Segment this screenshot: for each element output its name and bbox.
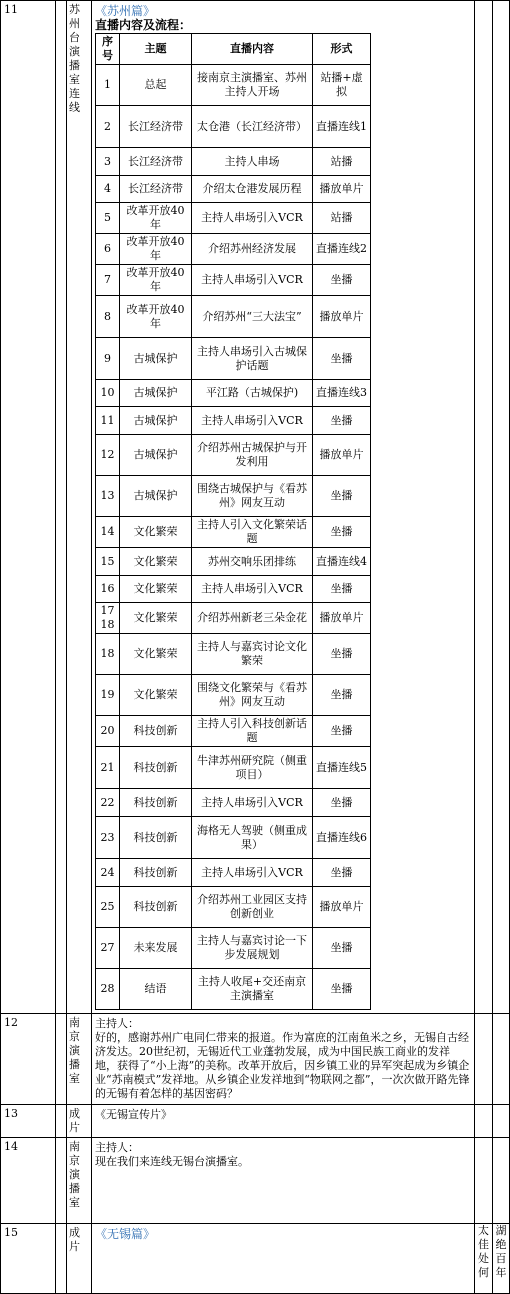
flow-row-theme: 未来发展 — [120, 928, 192, 969]
right-column-2 — [493, 1105, 510, 1138]
flow-row-no: 5 — [96, 203, 120, 234]
flow-row-content: 主持人串场引入VCR — [192, 265, 313, 296]
right-column-2 — [493, 1224, 510, 1294]
vertical-char: 室 — [69, 1072, 80, 1085]
flow-row-form: 坐播 — [313, 716, 371, 747]
flow-row-no: 20 — [96, 716, 120, 747]
flow-row — [96, 176, 371, 203]
flow-row-content: 介绍太仓港发展历程 — [192, 176, 313, 203]
flow-row-content: 苏州交响乐团排练 — [192, 548, 313, 576]
flow-row-no: 9 — [96, 338, 120, 380]
flow-row-content: 平江路（古城保护) — [192, 380, 313, 407]
flow-row-no: 2 — [96, 106, 120, 148]
flow-row-theme: 文化繁荣 — [120, 634, 192, 675]
spacer-cell — [56, 1014, 67, 1105]
flow-row-content: 介绍苏州新老三朵金花 — [192, 603, 313, 634]
flow-row-no: 15 — [96, 548, 120, 576]
flow-table — [95, 33, 371, 1010]
flow-row-no: 21 — [96, 747, 120, 789]
flow-row-content: 主持人串场 — [192, 148, 313, 176]
content-cell — [92, 1014, 475, 1105]
flow-row-no: 12 — [96, 435, 120, 476]
host-script: 现在我们来连线无锡台演播室。 — [95, 1155, 249, 1168]
flow-row-no: 22 — [96, 789, 120, 817]
flow-row — [96, 747, 371, 789]
flow-row-theme: 古城保护 — [120, 338, 192, 380]
vertical-char: 片 — [69, 1240, 80, 1253]
flow-row-no: 7 — [96, 265, 120, 296]
flow-row-content: 太仓港（长江经济带） — [192, 106, 313, 148]
flow-row-theme: 科技创新 — [120, 716, 192, 747]
flow-row-content: 主持人串场引入VCR — [192, 576, 313, 603]
flow-row-form: 坐播 — [313, 476, 371, 517]
suzhou-title-link[interactable]: 《苏州篇》 — [95, 4, 156, 18]
flow-row — [96, 969, 371, 1010]
right-column-1 — [475, 1224, 493, 1294]
speaker-label: 主持人： — [95, 1141, 139, 1154]
flow-row-form: 播放单片 — [313, 603, 371, 634]
flow-row-theme: 文化繁荣 — [120, 576, 192, 603]
location-cell — [67, 1014, 92, 1105]
flow-row — [96, 296, 371, 338]
program-row-14 — [1, 1138, 510, 1224]
flow-row-theme: 改革开放40年 — [120, 234, 192, 265]
wuxi-title-link[interactable]: 《无锡篇》 — [95, 1227, 156, 1241]
flow-row-form: 坐播 — [313, 517, 371, 548]
row-number: 13 — [1, 1105, 56, 1138]
flow-row-theme: 科技创新 — [120, 789, 192, 817]
flow-row-form: 直播连线6 — [313, 817, 371, 859]
flow-row — [96, 106, 371, 148]
flow-row-theme: 文化繁荣 — [120, 603, 192, 634]
vertical-char: 南 — [69, 1016, 80, 1029]
vertical-char: 连 — [69, 87, 80, 100]
flow-row-content: 主持人引入文化繁荣话题 — [192, 517, 313, 548]
vertical-char: 绝 — [495, 1238, 507, 1251]
flow-row — [96, 435, 371, 476]
flow-row-form: 直播连线5 — [313, 747, 371, 789]
flow-row-theme: 古城保护 — [120, 435, 192, 476]
vertical-char: 南 — [69, 1140, 80, 1153]
content-cell — [92, 1105, 475, 1138]
vertical-char: 成 — [69, 1107, 80, 1120]
flow-row-theme: 文化繁荣 — [120, 675, 192, 716]
flow-row-form: 坐播 — [313, 634, 371, 675]
flow-row-theme: 文化繁荣 — [120, 548, 192, 576]
flow-row — [96, 817, 371, 859]
vertical-char: 成 — [69, 1226, 80, 1239]
header-theme: 主题 — [120, 34, 192, 65]
flow-row-no: 11 — [96, 407, 120, 435]
flow-row-no: 14 — [96, 517, 120, 548]
row-number: 12 — [1, 1014, 56, 1105]
flow-row-content: 主持人串场引入VCR — [192, 859, 313, 887]
vertical-char: 湖 — [495, 1224, 507, 1237]
vertical-char: 百 — [495, 1252, 507, 1265]
flow-row-form: 坐播 — [313, 675, 371, 716]
vertical-char: 佳 — [478, 1238, 489, 1251]
flow-row — [96, 859, 371, 887]
flow-row — [96, 675, 371, 716]
vertical-char: 播 — [69, 1182, 80, 1195]
flow-row-no: 1 — [96, 65, 120, 106]
program-row-11 — [1, 1, 510, 1014]
flow-row — [96, 65, 371, 106]
header-content: 直播内容 — [192, 34, 313, 65]
row-number: 15 — [1, 1224, 56, 1294]
flow-row-content: 主持人串场引入VCR — [192, 407, 313, 435]
content-cell — [92, 1224, 475, 1294]
flow-row-no: 18 — [96, 634, 120, 675]
vertical-char: 处 — [478, 1252, 489, 1265]
flow-row — [96, 716, 371, 747]
flow-row-theme: 结语 — [120, 969, 192, 1010]
flow-row-no: 10 — [96, 380, 120, 407]
flow-row-theme: 古城保护 — [120, 407, 192, 435]
program-row-12 — [1, 1014, 510, 1105]
flow-row — [96, 265, 371, 296]
flow-row-form: 坐播 — [313, 576, 371, 603]
flow-row-form: 播放单片 — [313, 435, 371, 476]
speaker-label: 主持人： — [95, 1017, 139, 1030]
spacer-cell — [56, 1105, 67, 1138]
vertical-char: 台 — [69, 31, 80, 44]
flow-row-theme: 改革开放40年 — [120, 296, 192, 338]
flow-row-content: 主持人串场引入VCR — [192, 789, 313, 817]
flow-row — [96, 407, 371, 435]
flow-row-form: 坐播 — [313, 789, 371, 817]
flow-row-theme: 科技创新 — [120, 747, 192, 789]
header-form: 形式 — [313, 34, 371, 65]
flow-row-content: 围绕古城保护与《看苏州》网友互动 — [192, 476, 313, 517]
flow-row-no: 6 — [96, 234, 120, 265]
flow-row-content: 主持人串场引入VCR — [192, 203, 313, 234]
vertical-char: 何 — [478, 1266, 489, 1279]
vertical-char: 播 — [69, 1058, 80, 1071]
vertical-char: 室 — [69, 1196, 80, 1209]
content-cell — [92, 1, 475, 1014]
flow-row-no: 28 — [96, 969, 120, 1010]
flow-row-form: 坐播 — [313, 338, 371, 380]
flow-row-content: 主持人引入科技创新话题 — [192, 716, 313, 747]
flow-row-form: 直播连线2 — [313, 234, 371, 265]
flow-row-theme: 总起 — [120, 65, 192, 106]
flow-row-theme: 科技创新 — [120, 817, 192, 859]
flow-row-form: 坐播 — [313, 407, 371, 435]
flow-row-form: 坐播 — [313, 265, 371, 296]
location-cell — [67, 1105, 92, 1138]
spacer-cell — [56, 1, 67, 1014]
flow-row-content: 介绍苏州工业园区支持创新创业 — [192, 887, 313, 928]
flow-row-form: 坐播 — [313, 928, 371, 969]
vertical-char: 演 — [69, 1168, 80, 1181]
vertical-char: 演 — [69, 45, 80, 58]
flow-row — [96, 148, 371, 176]
flow-row-theme: 科技创新 — [120, 859, 192, 887]
vertical-char: 室 — [69, 73, 80, 86]
flow-row-form: 坐播 — [313, 969, 371, 1010]
flow-row-theme: 长江经济带 — [120, 106, 192, 148]
flow-row — [96, 887, 371, 928]
flow-row-content: 牛津苏州研究院（侧重项目） — [192, 747, 313, 789]
location-cell — [67, 1138, 92, 1224]
right-column-2 — [493, 1138, 510, 1224]
flow-row — [96, 789, 371, 817]
flow-row-content: 接南京主演播室、苏州主持人开场 — [192, 65, 313, 106]
flow-row-form: 站播 — [313, 203, 371, 234]
right-column-1 — [475, 1138, 493, 1224]
flow-row — [96, 380, 371, 407]
flow-row-content: 介绍苏州“三大法宝” — [192, 296, 313, 338]
flow-row-form: 坐播 — [313, 859, 371, 887]
flow-row — [96, 603, 371, 634]
program-row-15 — [1, 1224, 510, 1294]
right-column-2 — [493, 1, 510, 1014]
flow-row-theme: 文化繁荣 — [120, 517, 192, 548]
flow-row — [96, 476, 371, 517]
flow-row — [96, 234, 371, 265]
flow-row-no: 17 18 — [96, 603, 120, 634]
flow-row-no: 16 — [96, 576, 120, 603]
flow-row — [96, 634, 371, 675]
flow-row — [96, 338, 371, 380]
location-cell — [67, 1224, 92, 1294]
flow-row-form: 直播连线1 — [313, 106, 371, 148]
flow-table-header — [96, 34, 371, 65]
flow-row-no: 13 — [96, 476, 120, 517]
flow-row-no: 19 — [96, 675, 120, 716]
flow-row-no: 25 — [96, 887, 120, 928]
flow-row — [96, 548, 371, 576]
flow-row-form: 播放单片 — [313, 296, 371, 338]
vertical-char: 播 — [69, 59, 80, 72]
flow-row — [96, 576, 371, 603]
flow-row-form: 站播+虚拟 — [313, 65, 371, 106]
vertical-char: 片 — [69, 1121, 80, 1134]
right-column-1 — [475, 1, 493, 1014]
flow-row-form: 站播 — [313, 148, 371, 176]
right-column-2 — [493, 1014, 510, 1105]
flow-row — [96, 203, 371, 234]
right-column-1 — [475, 1014, 493, 1105]
vertical-char: 年 — [495, 1266, 507, 1279]
flow-row-content: 海格无人驾驶（侧重成果） — [192, 817, 313, 859]
vertical-char: 京 — [69, 1030, 80, 1043]
location-cell — [67, 1, 92, 1014]
flow-row-content: 介绍苏州古城保护与开发利用 — [192, 435, 313, 476]
flow-subtitle: 直播内容及流程： — [95, 18, 192, 32]
flow-row — [96, 928, 371, 969]
flow-row-no: 27 — [96, 928, 120, 969]
flow-row-theme: 长江经济带 — [120, 176, 192, 203]
flow-row-theme: 古城保护 — [120, 380, 192, 407]
flow-row-form: 播放单片 — [313, 176, 371, 203]
video-title: 《无锡宣传片》 — [95, 1108, 172, 1121]
flow-row-theme: 改革开放40年 — [120, 203, 192, 234]
flow-row-no: 3 — [96, 148, 120, 176]
flow-row-content: 主持人收尾+交还南京主演播室 — [192, 969, 313, 1010]
flow-row-content: 主持人与嘉宾讨论文化繁荣 — [192, 634, 313, 675]
vertical-char: 演 — [69, 1044, 80, 1057]
flow-row-form: 播放单片 — [313, 887, 371, 928]
flow-row-theme: 改革开放40年 — [120, 265, 192, 296]
vertical-char: 太 — [478, 1224, 489, 1237]
flow-row-form: 直播连线3 — [313, 380, 371, 407]
header-no: 序号 — [96, 34, 120, 65]
flow-row — [96, 517, 371, 548]
flow-row-content: 主持人与嘉宾讨论一下步发展规划 — [192, 928, 313, 969]
flow-row-content: 主持人串场引入古城保护话题 — [192, 338, 313, 380]
flow-row-content: 围绕文化繁荣与《看苏州》网友互动 — [192, 675, 313, 716]
row-number: 14 — [1, 1138, 56, 1224]
vertical-char: 线 — [69, 101, 80, 114]
flow-row-form: 直播连线4 — [313, 548, 371, 576]
flow-row-no: 4 — [96, 176, 120, 203]
flow-row-no: 8 — [96, 296, 120, 338]
flow-row-no: 24 — [96, 859, 120, 887]
spacer-cell — [56, 1138, 67, 1224]
flow-row-theme: 长江经济带 — [120, 148, 192, 176]
flow-row-no: 23 — [96, 817, 120, 859]
row-number: 11 — [1, 1, 56, 1014]
flow-row-theme: 古城保护 — [120, 476, 192, 517]
flow-row-content: 介绍苏州经济发展 — [192, 234, 313, 265]
spacer-cell — [56, 1224, 67, 1294]
content-cell — [92, 1138, 475, 1224]
flow-row-theme: 科技创新 — [120, 887, 192, 928]
host-script: 好的，感谢苏州广电同仁带来的报道。作为富庶的江南鱼米之乡，无锡自古经济发达。20世纪初，无锡近代工业蓬勃发展，成为中国民族工商业的发祥地，获得了“小上海”的美称。改革开放后，因乡镇工业的异军突起成为乡镇企业“苏南模式”发祥地。从乡镇企业发祥地到“物联网之都”，一次次做开路先锋的无锡有着怎样的基因密码？ — [95, 1031, 470, 1100]
vertical-char: 苏 — [69, 3, 80, 16]
program-row-13 — [1, 1105, 510, 1138]
vertical-char: 京 — [69, 1154, 80, 1167]
vertical-char: 州 — [69, 17, 80, 30]
right-column-1 — [475, 1105, 493, 1138]
